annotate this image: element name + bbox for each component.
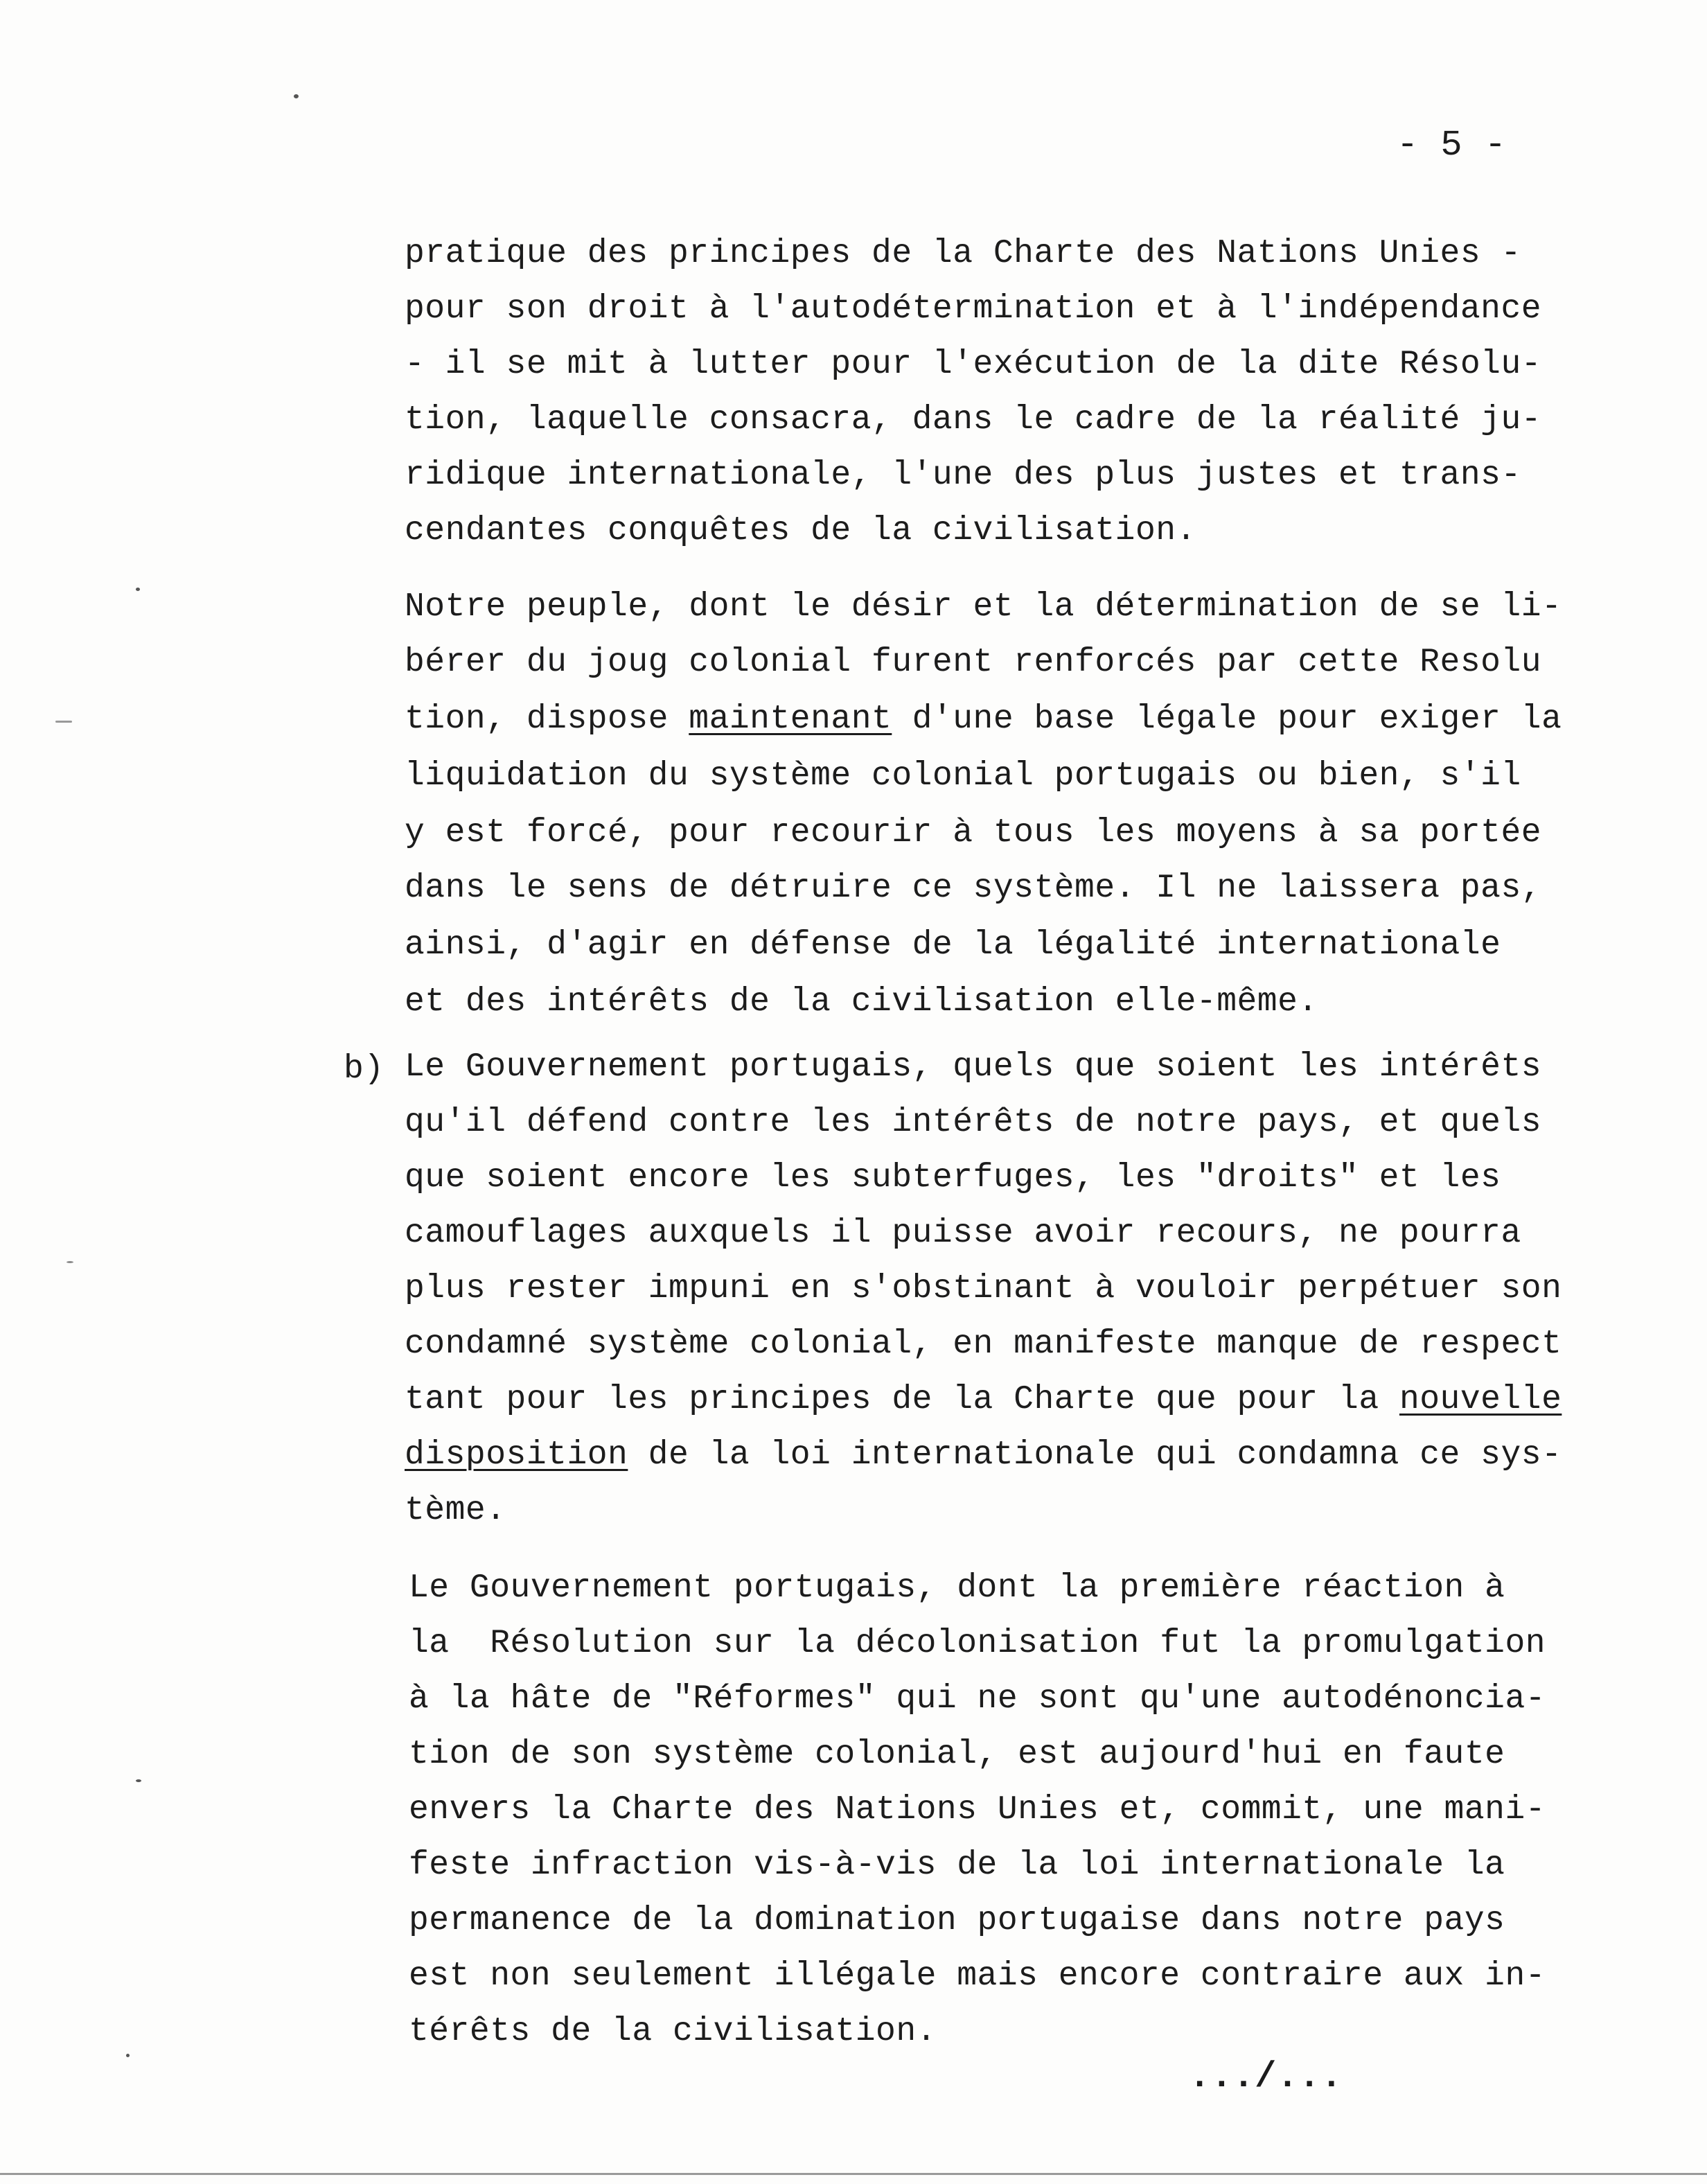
- text-line: feste infraction vis-à-vis de la loi internationale la: [409, 1847, 1505, 1884]
- text-line: tème.: [405, 1492, 506, 1529]
- text-line: ridique internationale, l'une des plus justes et trans-: [405, 457, 1521, 494]
- scan-speck: [136, 1779, 141, 1782]
- text-line: Notre peuple, dont le désir et la détermination de se li-: [405, 588, 1562, 626]
- text-line: y est forcé, pour recourir à tous les moyens à sa portée: [405, 814, 1542, 852]
- text-line: plus rester impuni en s'obstinant à vouloir perpétuer son: [405, 1270, 1562, 1307]
- scan-speck: [55, 721, 72, 723]
- text-segment: de la loi internationale qui condamna ce sys-: [628, 1436, 1562, 1474]
- text-line: Le Gouvernement portugais, quels que soient les intérêts: [405, 1048, 1542, 1086]
- underlined-word: maintenant: [689, 701, 892, 738]
- text-line: ainsi, d'agir en défense de la légalité internationale: [405, 926, 1501, 964]
- text-line: camouflages auxquels il puisse avoir recours, ne pourra: [405, 1215, 1521, 1252]
- page-number: - 5 -: [1397, 125, 1507, 166]
- text-line: térêts de la civilisation.: [409, 2013, 937, 2050]
- text-line: est non seulement illégale mais encore contraire aux in-: [409, 1957, 1546, 1995]
- text-line: envers la Charte des Nations Unies et, commit, une mani-: [409, 1791, 1546, 1829]
- scan-speck: [294, 94, 299, 98]
- scan-edge: [0, 2173, 1707, 2175]
- text-line: pratique des principes de la Charte des Nations Unies -: [405, 235, 1521, 272]
- text-line: et des intérêts de la civilisation elle-même.: [405, 983, 1318, 1021]
- text-line: - il se mit à lutter pour l'exécution de la dite Résolu-: [405, 346, 1542, 383]
- text-line: [405, 1438, 1562, 1472]
- text-line: dans le sens de détruire ce système. Il ne laissera pas,: [405, 870, 1542, 907]
- text-line: tion, laquelle consacra, dans le cadre de la réalité ju-: [405, 401, 1542, 439]
- text-line: [405, 1383, 1562, 1416]
- text-line: Le Gouvernement portugais, dont la première réaction à: [409, 1569, 1505, 1607]
- text-segment: tant pour les principes de la Charte que pour la: [405, 1381, 1399, 1418]
- text-line: liquidation du système colonial portugais ou bien, s'il: [405, 757, 1521, 795]
- text-line: condamné système colonial, en manifeste manque de respect: [405, 1326, 1562, 1363]
- scan-speck: [126, 2054, 130, 2057]
- underlined-word: nouvelle: [1399, 1381, 1562, 1418]
- text-line: tion de son système colonial, est aujourd'hui en faute: [409, 1736, 1505, 1773]
- text-line: bérer du joug colonial furent renforcés par cette Resolu: [405, 644, 1542, 681]
- text-line: à la hâte de "Réformes" qui ne sont qu'une autodénoncia-: [409, 1680, 1546, 1718]
- text-line: permanence de la domination portugaise dans notre pays: [409, 1902, 1505, 1939]
- scan-speck: [136, 588, 140, 591]
- text-line: que soient encore les subterfuges, les "droits" et les: [405, 1159, 1501, 1197]
- text-segment: tion, dispose: [405, 701, 689, 738]
- list-marker: b): [344, 1050, 384, 1088]
- text-line: pour son droit à l'autodétermination et à l'indépendance: [405, 290, 1542, 328]
- text-line: cendantes conquêtes de la civilisation.: [405, 512, 1196, 549]
- text-line: qu'il défend contre les intérêts de notre pays, et quels: [405, 1104, 1542, 1141]
- text-line: [405, 703, 1562, 736]
- underlined-word: disposition: [405, 1436, 628, 1474]
- scan-speck: [67, 1261, 73, 1263]
- continuation-mark: .../...: [1189, 2057, 1343, 2097]
- text-line: la Résolution sur la décolonisation fut la promulgation: [409, 1625, 1546, 1662]
- text-segment: d'une base légale pour exiger la: [892, 701, 1562, 738]
